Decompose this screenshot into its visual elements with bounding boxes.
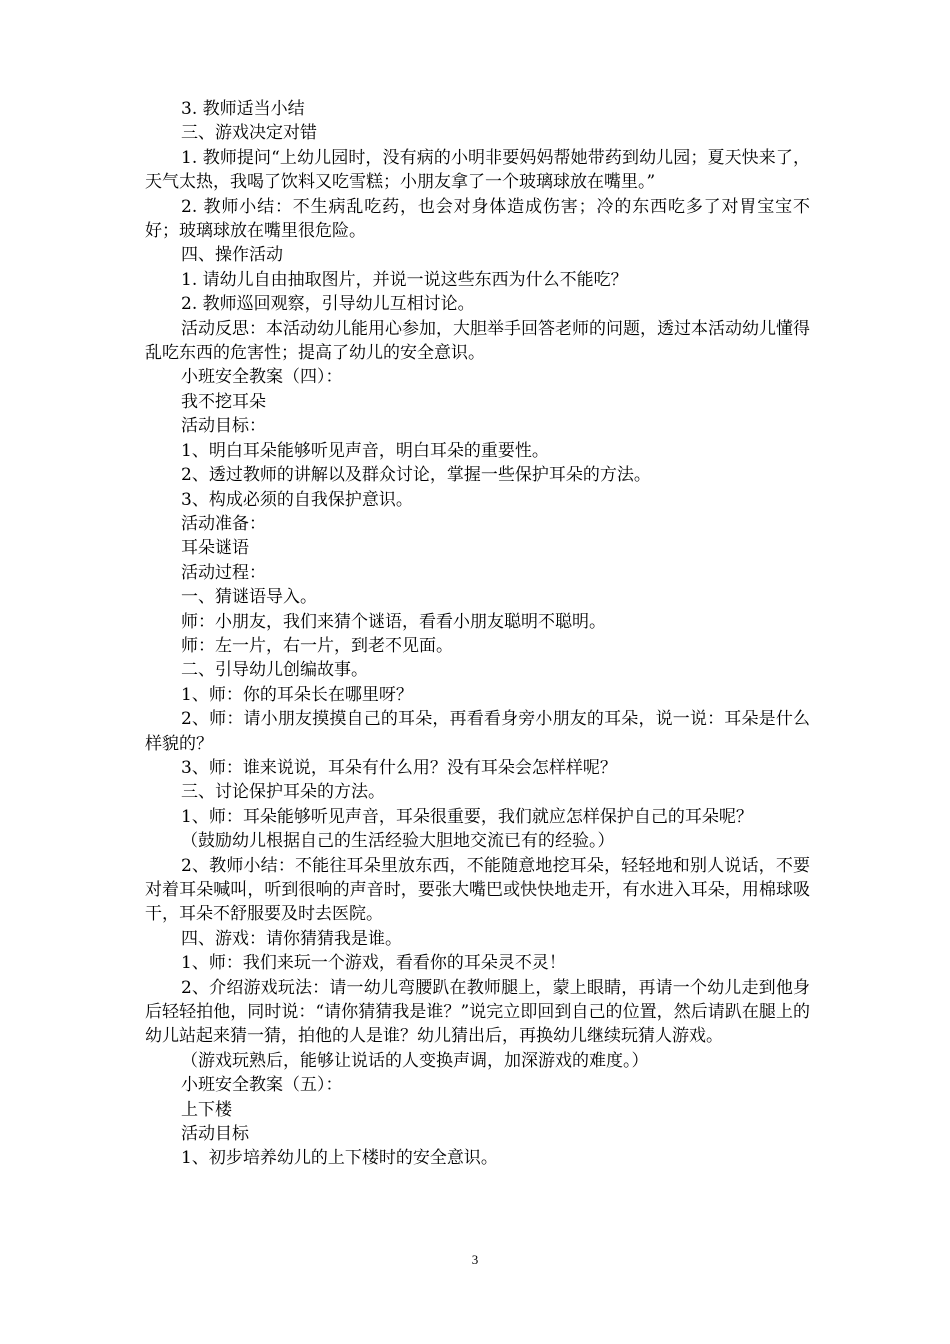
- section-heading: 一、猜谜语导入。: [181, 587, 317, 608]
- lesson-subtitle: 我不挖耳朵: [181, 391, 266, 412]
- paragraph: 3、构成必须的自我保护意识。: [181, 489, 413, 510]
- lesson-title: 小班安全教案（四）：: [181, 367, 343, 388]
- paragraph: 2. 教师小结：不生病乱吃药，也会对身体造成伤害；冷的东西吃多了对胃宝宝不好；玻璃球放在嘴里很危险。: [145, 196, 810, 242]
- section-heading: 四、操作活动: [181, 245, 283, 266]
- section-heading: 二、引导幼儿创编故事。: [181, 660, 368, 681]
- paragraph: 耳朵谜语: [181, 538, 249, 559]
- paragraph: 师：小朋友，我们来猜个谜语，看看小朋友聪明不聪明。: [181, 611, 606, 632]
- page-number: 3: [471, 1252, 479, 1267]
- paragraph: 1、初步培养幼儿的上下楼时的安全意识。: [181, 1148, 498, 1169]
- section-heading: 四、游戏：请你猜猜我是谁。: [181, 928, 402, 949]
- paragraph: 师：左一片，右一片，到老不见面。: [181, 635, 453, 656]
- paragraph: 2、教师小结：不能往耳朵里放东西，不能随意地挖耳朵，轻轻地和别人说话，不要对着耳朵喊叫，听到很响的声音时，要张大嘴巴或快快地走开，有水进入耳朵，用棉球吸干，耳朵不舒服要及时去医院。: [145, 855, 810, 925]
- section-heading: 活动目标: [181, 1124, 249, 1145]
- paragraph: 3. 教师适当小结: [181, 99, 305, 119]
- section-heading: 活动准备：: [181, 513, 266, 534]
- paragraph: 2、透过教师的讲解以及群众讨论，掌握一些保护耳朵的方法。: [181, 465, 651, 486]
- section-heading: 三、讨论保护耳朵的方法。: [181, 782, 385, 803]
- paragraph: 1、明白耳朵能够听见声音，明白耳朵的重要性。: [181, 440, 549, 461]
- section-heading: 三、游戏决定对错: [181, 123, 317, 144]
- paragraph: 1、师：耳朵能够听见声音，耳朵很重要，我们就应怎样保护自己的耳朵呢？: [181, 806, 753, 827]
- paragraph: 1、师：你的耳朵长在哪里呀？: [181, 684, 413, 705]
- paragraph: 1、师：我们来玩一个游戏，看看你的耳朵灵不灵！: [181, 953, 566, 974]
- lesson-subtitle: 上下楼: [181, 1099, 232, 1120]
- paragraph: 1. 教师提问“上幼儿园时，没有病的小明非要妈妈帮她带药到幼儿园；夏天快来了，天气太热，我喝了饮料又吃雪糕；小朋友拿了一个玻璃球放在嘴里。”: [145, 147, 810, 193]
- paragraph: 1. 请幼儿自由抽取图片，并说一说这些东西为什么不能吃？: [181, 269, 628, 290]
- section-heading: 活动过程：: [181, 562, 266, 583]
- paragraph: 2、师：请小朋友摸摸自己的耳朵，再看看身旁小朋友的耳朵，说一说：耳朵是什么样貌的？: [145, 709, 810, 754]
- paragraph: 2、介绍游戏玩法：请一幼儿弯腰趴在教师腿上，蒙上眼睛，再请一个幼儿走到他身后轻轻拍他，同时说：“请你猜猜我是谁？”说完立即回到自己的位置，然后请趴在腿上的幼儿站起来猜一猜，拍他的人是谁？幼儿猜出后，再换幼儿继续玩猜人游戏。: [145, 977, 810, 1047]
- lesson-title: 小班安全教案（五）：: [181, 1075, 343, 1096]
- paragraph: 活动反思：本活动幼儿能用心参加，大胆举手回答老师的问题，透过本活动幼儿懂得乱吃东西的危害性；提高了幼儿的安全意识。: [145, 318, 810, 364]
- document-body: [145, 97, 810, 1171]
- paragraph: 2. 教师巡回观察，引导幼儿互相讨论。: [181, 294, 475, 315]
- paragraph: （鼓励幼儿根据自己的生活经验大胆地交流已有的经验。）: [181, 831, 615, 852]
- section-heading: 活动目标：: [181, 416, 266, 437]
- paragraph: （游戏玩熟后，能够让说话的人变换声调，加深游戏的难度。）: [181, 1050, 649, 1071]
- paragraph: 3、师：谁来说说，耳朵有什么用？没有耳朵会怎样样呢？: [181, 757, 617, 778]
